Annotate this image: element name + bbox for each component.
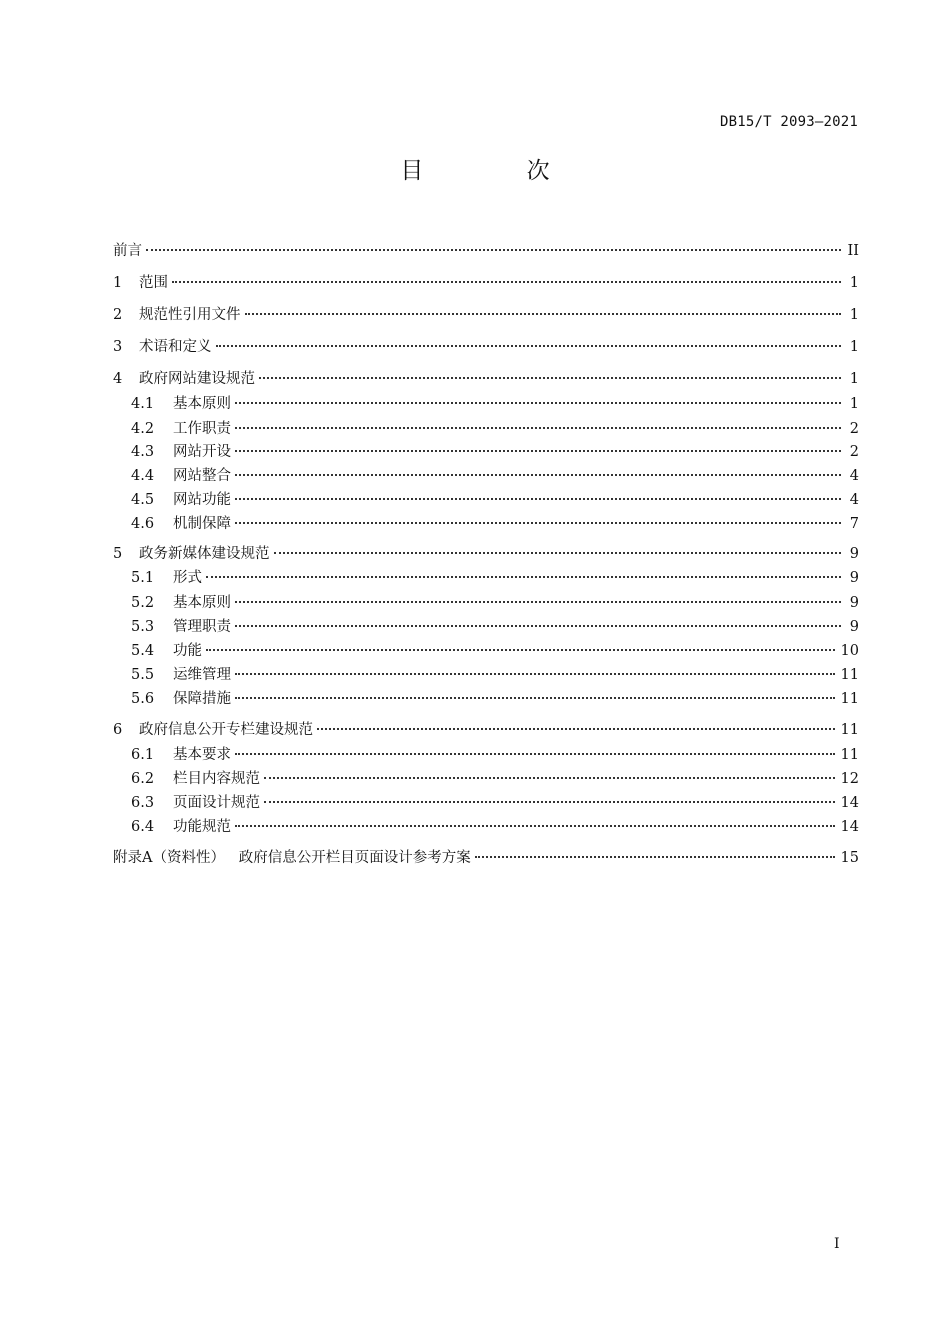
- toc-entry-title: 附录A（资料性） 政府信息公开栏目页面设计参考方案: [113, 850, 471, 866]
- toc-leader-dots: [235, 449, 841, 452]
- toc-entry-page: 14: [840, 795, 859, 811]
- toc-entry-page: 12: [840, 771, 859, 787]
- toc-entry-number: 2: [113, 307, 123, 323]
- toc-leader-dots: [264, 800, 835, 803]
- toc-entry-page: 9: [849, 546, 859, 562]
- toc-entry[interactable]: [113, 465, 859, 487]
- toc-entry-title: 基本原则: [173, 595, 231, 611]
- toc-leader-dots: [216, 344, 842, 347]
- toc-leader-dots: [235, 426, 841, 429]
- toc-entry[interactable]: [113, 592, 859, 614]
- toc-entry[interactable]: [113, 816, 859, 838]
- toc-entry-page: 1: [849, 275, 859, 291]
- toc-entry-number: 5.4: [131, 643, 155, 659]
- toc-leader-dots: [264, 776, 835, 779]
- toc-entry-title: 页面设计规范: [173, 795, 260, 811]
- toc-entry[interactable]: [113, 272, 859, 294]
- toc-entry[interactable]: [113, 336, 859, 358]
- toc-entry[interactable]: [113, 304, 859, 326]
- toc-leader-dots: [206, 575, 841, 578]
- toc-leader-dots: [146, 248, 841, 251]
- toc-entry-page: 14: [840, 819, 859, 835]
- toc-entry-page: 11: [840, 722, 859, 738]
- toc-entry-page: 1: [849, 371, 859, 387]
- toc-entry-number: 5.2: [131, 595, 155, 611]
- toc-entry-title: 机制保障: [173, 516, 231, 532]
- toc-entry-page: 4: [849, 492, 859, 508]
- toc-leader-dots: [172, 280, 841, 283]
- toc-entry[interactable]: [113, 688, 859, 710]
- toc-entry[interactable]: [113, 393, 859, 415]
- toc-entry-title: 功能规范: [173, 819, 231, 835]
- toc-entry-title: 工作职责: [173, 421, 231, 437]
- toc-entry-title: 网站开设: [173, 444, 231, 460]
- toc-entry-number: 4.5: [131, 492, 155, 508]
- toc-leader-dots: [235, 696, 835, 699]
- toc-entry[interactable]: [113, 567, 859, 589]
- toc-entry-title: 基本要求: [173, 747, 231, 763]
- toc-leader-dots: [235, 473, 841, 476]
- toc-leader-dots: [235, 521, 841, 524]
- toc-entry-title: 基本原则: [173, 396, 231, 412]
- toc-leader-dots: [235, 752, 835, 755]
- toc-entry-number: 4.1: [131, 396, 155, 412]
- toc-entry-page: 11: [840, 667, 859, 683]
- toc-entry-page: 9: [849, 595, 859, 611]
- toc-title: 目 次: [400, 158, 598, 184]
- toc-entry[interactable]: [113, 616, 859, 638]
- toc-entry-title: 政府信息公开专栏建设规范: [139, 722, 313, 738]
- toc-entry-title: 范围: [139, 275, 168, 291]
- toc-entry[interactable]: [113, 744, 859, 766]
- toc-entry-number: 4.4: [131, 468, 155, 484]
- toc-entry-number: 4: [113, 371, 123, 387]
- toc-entry[interactable]: [113, 640, 859, 662]
- toc-entry-title: 政务新媒体建设规范: [139, 546, 270, 562]
- toc-entry-number: 3: [113, 339, 123, 355]
- toc-entry-number: 6: [113, 722, 123, 738]
- toc-entry-page: 2: [849, 421, 859, 437]
- toc-entry-title: 形式: [173, 570, 202, 586]
- toc-leader-dots: [245, 312, 842, 315]
- toc-entry[interactable]: [113, 664, 859, 686]
- toc-entry-page: 1: [849, 339, 859, 355]
- toc-entry-number: 5.1: [131, 570, 155, 586]
- toc-entry-title: 术语和定义: [139, 339, 212, 355]
- toc-entry-page: 15: [840, 850, 859, 866]
- toc-leader-dots: [235, 672, 835, 675]
- toc-entry-title: 栏目内容规范: [173, 771, 260, 787]
- toc-entry-number: 5.3: [131, 619, 155, 635]
- toc-entry-page: 9: [849, 619, 859, 635]
- toc-entry-title: 保障措施: [173, 691, 231, 707]
- toc-entry-number: 4.3: [131, 444, 155, 460]
- toc-leader-dots: [317, 727, 835, 730]
- toc-entry-title: 管理职责: [173, 619, 231, 635]
- toc-entry-title: 规范性引用文件: [139, 307, 241, 323]
- document-code: DB15/T 2093—2021: [719, 114, 858, 130]
- toc-leader-dots: [235, 624, 841, 627]
- toc-leader-dots: [235, 497, 841, 500]
- toc-entry-number: 5.5: [131, 667, 155, 683]
- toc-entry-page: 11: [840, 747, 859, 763]
- toc-entry-title: 运维管理: [173, 667, 231, 683]
- toc-entry[interactable]: [113, 719, 859, 741]
- toc-entry[interactable]: [113, 368, 859, 390]
- toc-entry[interactable]: [113, 240, 859, 262]
- toc-entry[interactable]: [113, 441, 859, 463]
- toc-entry[interactable]: [113, 489, 859, 511]
- toc-leader-dots: [206, 648, 835, 651]
- toc-entry-page: II: [847, 243, 859, 259]
- toc-entry-page: 10: [840, 643, 859, 659]
- toc-entry[interactable]: [113, 513, 859, 535]
- toc-entry-number: 4.2: [131, 421, 155, 437]
- toc-leader-dots: [235, 401, 841, 404]
- toc-entry-number: 6.2: [131, 771, 155, 787]
- toc-entry-page: 1: [849, 396, 859, 412]
- toc-entry-number: 6.4: [131, 819, 155, 835]
- toc-entry-number: 1: [113, 275, 123, 291]
- toc-entry-title: 网站功能: [173, 492, 231, 508]
- toc-entry-page: 2: [849, 444, 859, 460]
- toc-entry-number: 6.1: [131, 747, 155, 763]
- toc-entry[interactable]: [113, 847, 859, 869]
- toc-entry-title: 政府网站建设规范: [139, 371, 255, 387]
- toc-entry-number: 4.6: [131, 516, 155, 532]
- toc-entry-number: 5.6: [131, 691, 155, 707]
- toc-entry[interactable]: [113, 543, 859, 565]
- toc-leader-dots: [274, 551, 842, 554]
- toc-leader-dots: [259, 376, 841, 379]
- toc-entry-number: 5: [113, 546, 123, 562]
- toc-entry-page: 9: [849, 570, 859, 586]
- toc-entry-page: 11: [840, 691, 859, 707]
- toc-leader-dots: [475, 855, 835, 858]
- toc-entry-number: 6.3: [131, 795, 155, 811]
- toc-entry-title: 前言: [113, 243, 142, 259]
- toc-entry[interactable]: [113, 792, 859, 814]
- toc-entry-title: 功能: [173, 643, 202, 659]
- toc-entry-page: 4: [849, 468, 859, 484]
- page-number: I: [834, 1236, 840, 1252]
- toc-entry-title: 网站整合: [173, 468, 231, 484]
- toc-entry[interactable]: [113, 418, 859, 440]
- toc-leader-dots: [235, 600, 841, 603]
- toc-entry-page: 1: [849, 307, 859, 323]
- toc-entry[interactable]: [113, 768, 859, 790]
- toc-entry-page: 7: [849, 516, 859, 532]
- toc-leader-dots: [235, 824, 835, 827]
